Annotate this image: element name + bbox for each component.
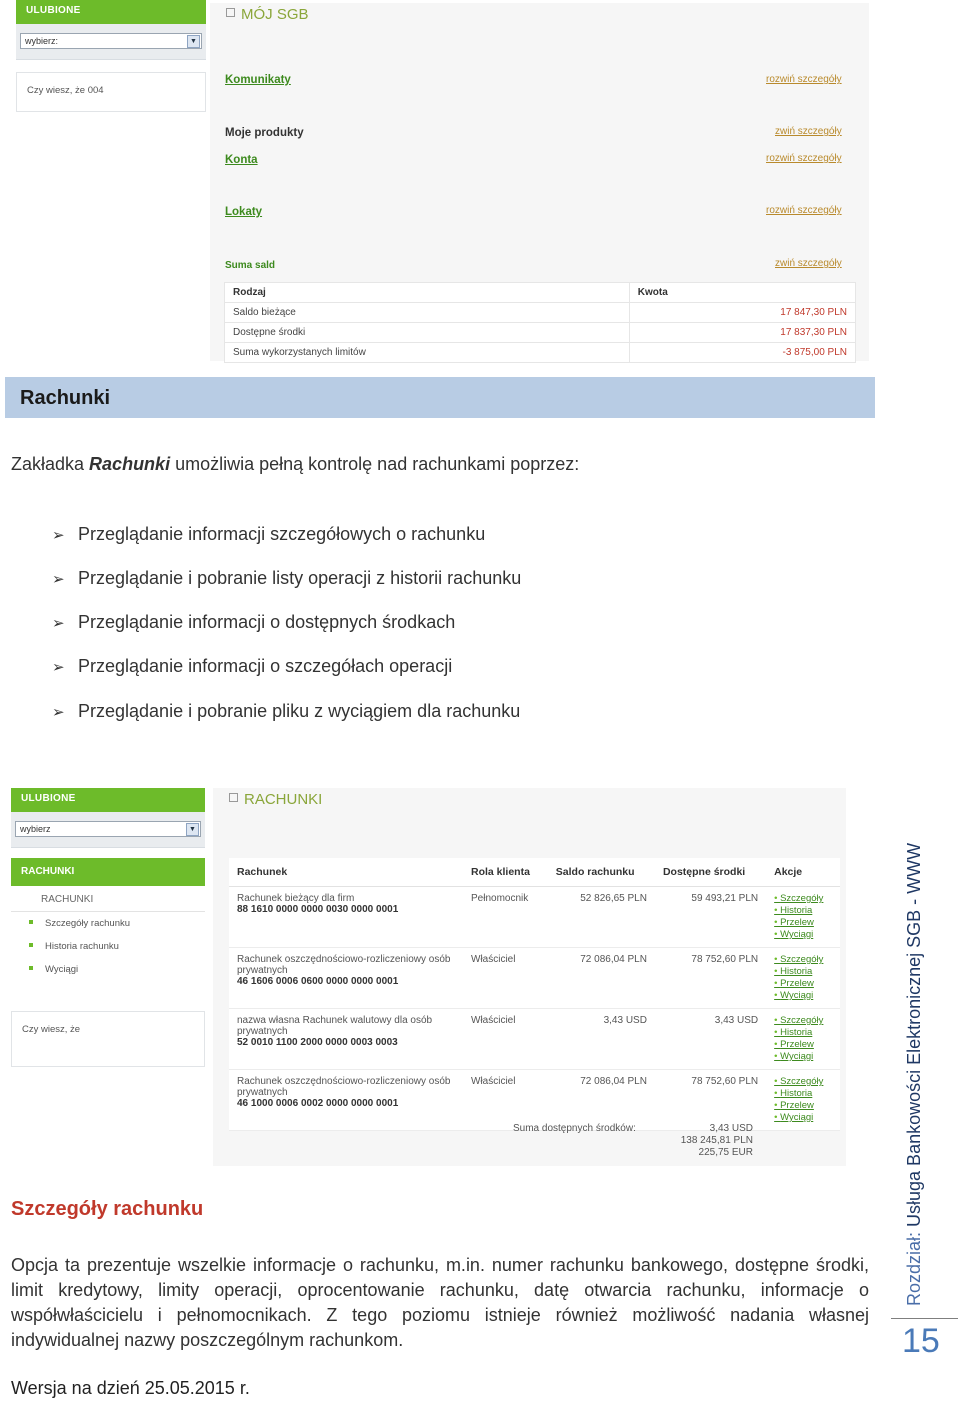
account-name: Rachunek oszczędnościowo-rozliczeniowy osób prywatnych [237,954,451,976]
messages-link[interactable]: Komunikaty [225,74,291,86]
details-link[interactable]: • Szczegóły [774,954,832,966]
menu-rachunki[interactable]: RACHUNKI [11,858,205,886]
arrow-bullet-icon: ➢ [52,704,65,721]
favorites-select-wrap [11,812,205,848]
available-cell: 59 493,21 PLN [655,887,766,948]
row-amount: -3 875,00 PLN [629,343,855,363]
header-available: Dostępne środki [655,858,766,887]
header-actions: Akcje [766,858,840,887]
sum-value: 3,43 USD [709,1123,753,1134]
role-cell: Pełnomocnik [463,887,548,948]
list-item-text: Przeglądanie i pobranie listy operacji z historii rachunku [78,568,522,588]
chapter-title: Usługa Bankowości Elektronicznej SGB - WWW [904,842,924,1227]
balance-cell: 72 086,04 PLN [548,1070,655,1131]
arrow-bullet-icon: ➢ [52,527,65,544]
favorites-select[interactable] [15,821,201,837]
actions-cell [766,1009,840,1070]
transfer-link[interactable]: • Przelew [774,917,832,929]
bullet-icon [29,920,33,924]
left-sidebar [11,788,205,1067]
submenu-item-label: Historia rachunku [45,941,119,952]
arrow-bullet-icon: ➢ [52,615,65,632]
account-name: Rachunek bieżący dla firm [237,893,355,904]
bullet-icon [29,966,33,970]
role-cell: Właściciel [463,948,548,1009]
statements-link[interactable]: • Wyciągi [774,1051,832,1063]
balance-cell: 52 826,65 PLN [548,887,655,948]
history-link[interactable]: • Historia [774,1027,832,1039]
role-cell: Właściciel [463,1070,548,1131]
list-item-text: Przeglądanie informacji o szczegółach operacji [78,656,453,676]
deposits-link[interactable]: Lokaty [225,206,263,218]
statements-link[interactable]: • Wyciągi [774,990,832,1002]
page-number: 15 [902,1322,940,1360]
list-item [52,612,455,633]
favorites-select[interactable] [20,33,202,49]
left-sidebar [16,0,206,112]
actions-cell [766,948,840,1009]
chapter-prefix: Rozdział: [904,1226,924,1306]
submenu-item[interactable] [11,912,205,935]
list-item [52,701,520,722]
list-item-text: Przeglądanie informacji o dostępnych środkach [78,612,456,632]
account-cell [229,948,463,1009]
table-header-row [225,283,856,303]
tip-box: Czy wiesz, że 004 [16,72,206,112]
favorites-select-value: wybierz: [25,36,59,46]
panel-title-text: MÓJ SGB [241,6,309,23]
favorites-select-wrap [16,24,206,60]
products-label: Moje produkty [225,127,304,139]
row-amount: 17 837,30 PLN [629,323,855,343]
balances-label: Suma sald [225,260,276,271]
intro-before: Zakładka [11,454,90,474]
list-item-text: Przeglądanie informacji szczegółowych o rachunku [78,524,486,544]
panel-title [226,6,309,23]
arrow-bullet-icon: ➢ [52,571,65,588]
table-row [229,1070,840,1131]
history-link[interactable]: • Historia [774,905,832,917]
page-divider [891,1318,958,1319]
account-name: nazwa własna Rachunek walutowy dla osób prywatnych [237,1015,433,1037]
sum-value: 138 245,81 PLN [680,1135,753,1146]
table-row [229,887,840,948]
available-cell: 78 752,60 PLN [655,1070,766,1131]
account-cell [229,1009,463,1070]
row-type: Suma wykorzystanych limitów [225,343,630,363]
sum-label: Suma dostępnych środków: [513,1123,636,1134]
bullet-icon [29,943,33,947]
actions-cell [766,1070,840,1131]
tip-box: Czy wiesz, że [11,1011,205,1067]
available-cell: 78 752,60 PLN [655,948,766,1009]
moj-sgb-panel [210,3,869,361]
favorites-select-value: wybierz [20,824,51,834]
list-item [52,656,452,677]
balances-collapse-link[interactable]: zwiń szczegóły [775,258,842,269]
header-role: Rola klienta [463,858,548,887]
accounts-expand-link[interactable]: rozwiń szczegóły [766,153,842,164]
arrow-bullet-icon: ➢ [52,659,65,676]
sum-value: 225,75 EUR [698,1147,753,1158]
products-collapse-link[interactable]: zwiń szczegóły [775,126,842,137]
actions-cell [766,887,840,948]
balance-cell: 3,43 USD [548,1009,655,1070]
row-type: Saldo bieżące [225,303,630,323]
rachunki-panel [213,788,846,1166]
transfer-link[interactable]: • Przelew [774,978,832,990]
list-item [52,524,485,545]
square-icon [226,8,235,17]
transfer-link[interactable]: • Przelew [774,1039,832,1051]
balances-table [224,282,856,363]
statements-link[interactable]: • Wyciągi [774,1112,832,1124]
screenshot-moj-sgb [13,0,870,362]
statements-link[interactable]: • Wyciągi [774,929,832,941]
balance-cell: 72 086,04 PLN [548,948,655,1009]
intro-emphasis: Rachunki [89,454,171,474]
submenu-item[interactable] [11,935,205,958]
table-header-row [229,858,840,887]
deposits-expand-link[interactable]: rozwiń szczegóły [766,205,842,216]
account-cell [229,1070,463,1131]
available-cell: 3,43 USD [655,1009,766,1070]
messages-expand-link[interactable]: rozwiń szczegóły [766,74,842,85]
chevron-down-icon[interactable]: ▼ [187,35,200,48]
account-number[interactable]: 46 1606 0006 0600 0000 0000 0001 [237,976,399,987]
header-account: Rachunek [229,858,463,887]
table-row [225,343,856,363]
panel-title [229,791,322,808]
role-cell: Właściciel [463,1009,548,1070]
favorites-header[interactable]: ULUBIONE [16,0,206,24]
account-number[interactable]: 52 0010 1100 2000 0000 0003 0003 [237,1037,398,1048]
chevron-down-icon[interactable]: ▼ [186,823,199,836]
panel-title-text: RACHUNKI [244,791,323,808]
transfer-link[interactable]: • Przelew [774,1100,832,1112]
details-link[interactable]: • Szczegóły [774,1076,832,1088]
accounts-link[interactable]: Konta [225,154,258,166]
chapter-side-label [904,843,925,1306]
version-note: Wersja na dzień 25.05.2015 r. [11,1378,250,1398]
submenu-item-label: Szczegóły rachunku [45,918,131,929]
section-header-band [5,377,875,418]
header-balance: Saldo rachunku [548,858,655,887]
table-row [225,323,856,343]
accounts-table [229,858,840,1131]
account-number[interactable]: 46 1000 0006 0002 0000 0000 0001 [237,1098,399,1109]
table-row [229,948,840,1009]
section-title: Rachunki [20,387,111,409]
details-paragraph: Opcja ta prezentuje wszelkie informacje o rachunku, m.in. numer rachunku bankowego, dostępne środki, limit kredytowy, limity operacji, oprocentowanie rachunku, datę otwarcia rachunku, informacje o współwłaścicielu i pełnomocnikach. Z tego poziomu istnieje również możliwość nadania własnej indywidualnej nazwy poszczególnym rachunkom. [11,1255,869,1350]
history-link[interactable]: • Historia [774,966,832,978]
favorites-header[interactable]: ULUBIONE [11,788,205,812]
submenu-item[interactable] [11,958,205,981]
list-item-text: Przeglądanie i pobranie pliku z wyciągiem dla rachunku [78,701,521,721]
screenshot-rachunki [11,788,846,1166]
sum-values [653,1123,753,1159]
submenu-item-label: Wyciągi [45,964,79,975]
square-icon [229,793,238,802]
list-item [52,568,521,589]
details-link[interactable]: • Szczegóły [774,893,832,905]
account-number[interactable]: 88 1610 0000 0000 0030 0000 0001 [237,904,399,915]
table-row [229,1009,840,1070]
details-link[interactable]: • Szczegóły [774,1015,832,1027]
intro-after: umożliwia pełną kontrolę nad rachunkami poprzez: [170,454,580,474]
row-amount: 17 847,30 PLN [629,303,855,323]
details-heading: Szczegóły rachunku [11,1198,204,1220]
header-amount: Kwota [629,283,855,303]
row-type: Dostępne środki [225,323,630,343]
account-name: Rachunek oszczędnościowo-rozliczeniowy osób prywatnych [237,1076,451,1098]
header-type: Rodzaj [225,283,630,303]
table-row [225,303,856,323]
account-cell [229,887,463,948]
submenu-header[interactable]: RACHUNKI [11,886,205,912]
intro-paragraph [11,454,579,475]
history-link[interactable]: • Historia [774,1088,832,1100]
